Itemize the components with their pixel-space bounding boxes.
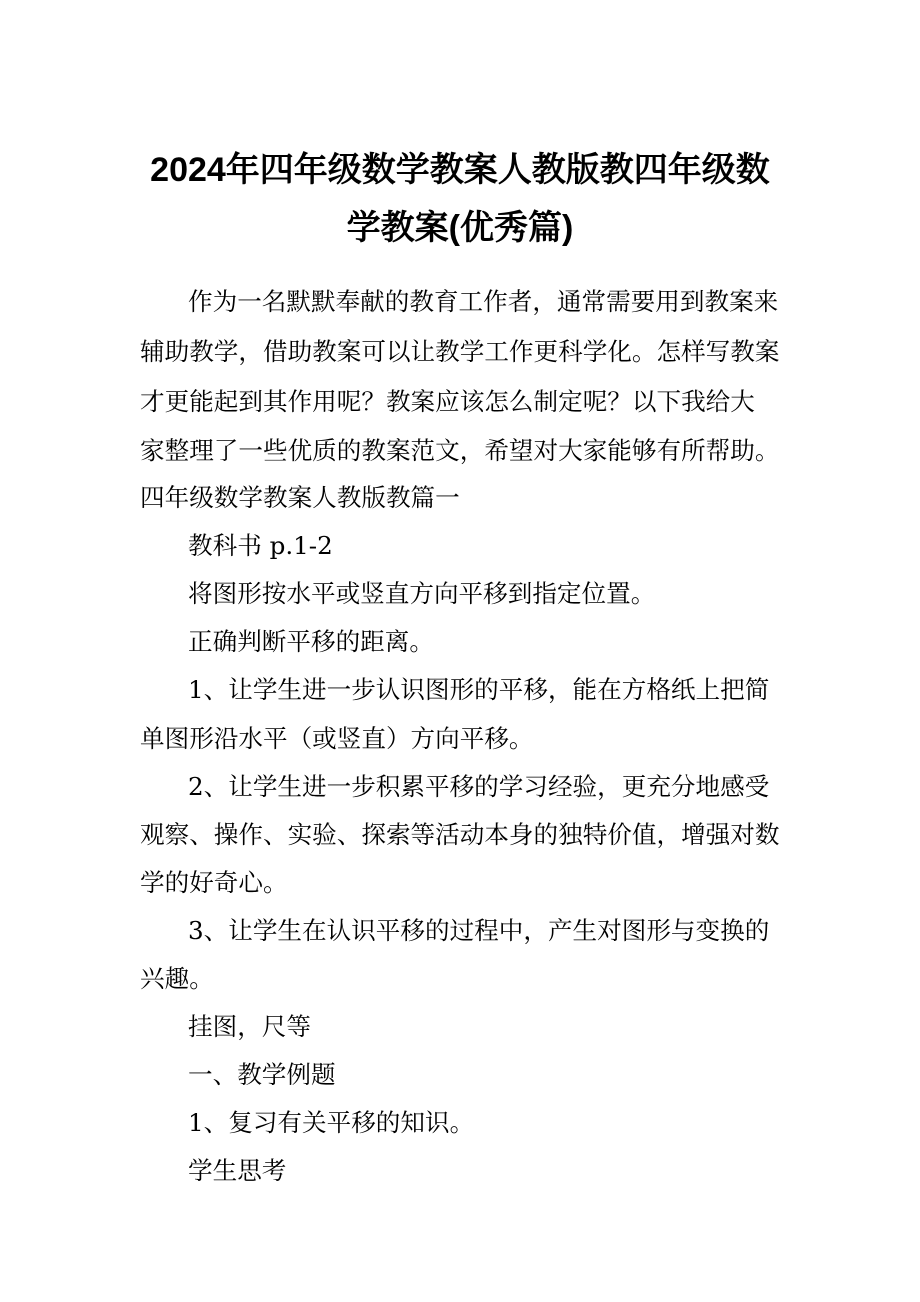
text-line: 兴趣。 — [140, 964, 214, 993]
text-line: 观察、操作、实验、探索等活动本身的独特价值，增强对数 — [140, 820, 780, 849]
text-line: 1、复习有关平移的知识。 — [188, 1108, 475, 1137]
text-line: 作为一名默默奉献的教育工作者，通常需要用到教案来 — [188, 287, 779, 316]
text-line: 1、让学生进一步认识图形的平移，能在方格纸上把简 — [188, 675, 770, 704]
text-line: 将图形按水平或竖直方向平移到指定位置。 — [188, 579, 656, 608]
text-line: 学的好奇心。 — [140, 868, 288, 897]
text-line: 四年级数学教案人教版教篇一 — [140, 483, 460, 512]
text-line: 挂图，尺等 — [188, 1012, 311, 1041]
text-line: 辅助教学，借助教案可以让教学工作更科学化。怎样写教案 — [140, 337, 780, 366]
text-line: 家整理了一些优质的教案范文，希望对大家能够有所帮助。 — [140, 436, 780, 465]
text-line: 3、让学生在认识平移的过程中，产生对图形与变换的 — [188, 916, 770, 945]
text-line: 才更能起到其作用呢？教案应该怎么制定呢？以下我给大 — [140, 387, 755, 416]
text-line: 单图形沿水平（或竖直）方向平移。 — [140, 724, 534, 753]
document-title-line-2: 学教案(优秀篇) — [346, 209, 574, 247]
text-line: 正确判断平移的距离。 — [188, 627, 434, 656]
text-line: 2、让学生进一步积累平移的学习经验，更充分地感受 — [188, 772, 770, 801]
text-line: 学生思考 — [188, 1156, 287, 1185]
text-line: 一、教学例题 — [188, 1060, 336, 1089]
document-title-line-1: 2024年四年级数学教案人教版教四年级数 — [150, 151, 770, 189]
text-line: 教科书 p.1-2 — [188, 531, 333, 560]
